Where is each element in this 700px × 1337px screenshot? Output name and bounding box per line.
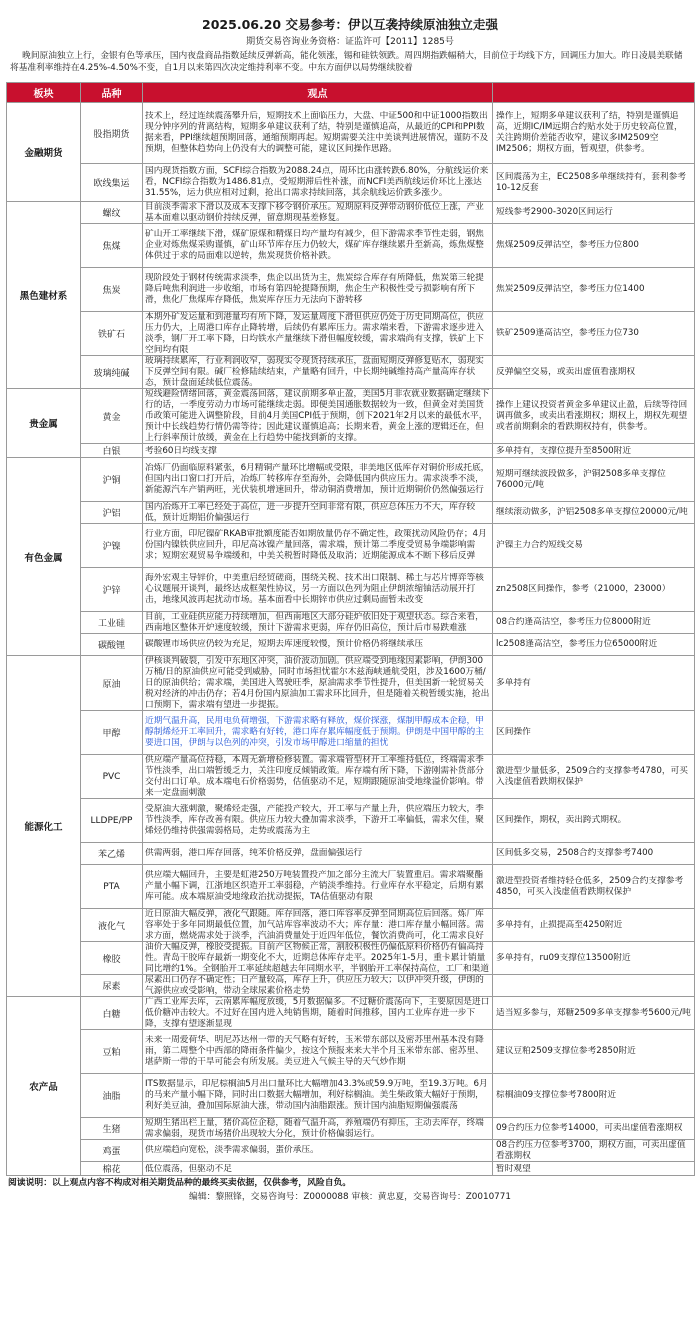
view-text: 行业方面，印尼镍矿RKAB审批额度能否如期放量仍存不确定性，政策扰动风险仍存；4月份国内镍铁供应回升，印尼高冰镍产量回落，需求端，预计第二季度受贸易争端影响需求；短期宏观贸易争端缓和，中美关税暂时降低及取消；近期能源成本不断下移后反弹 [145,529,487,561]
header-strategy [493,83,695,103]
product-cell: 工业硅 [81,612,143,634]
table-row [7,909,695,942]
sector-cell: 贵金属 [7,389,81,458]
view-text: 考验60日均线支撑 [145,445,217,456]
table-row [7,1074,695,1118]
view-cell [143,568,493,612]
strategy-text: 区间操作，期权，卖出跨式期权。 [496,815,627,825]
table-row [7,312,695,356]
view-cell [143,1118,493,1140]
header-product: 品种 [81,83,143,103]
product-cell: 碳酸锂 [81,634,143,656]
license-line: 期货交易咨询业务资格：证监许可【2011】1285号 [246,37,454,47]
view-cell [143,634,493,656]
view-text: 伊核谈判破裂，引发中东地区冲突，油价波动加剧。供应端受到地缘因素影响，伊朗300万桶/日的原油供应可能受到威胁，同时市场担忧霍尔木兹海峡通航受阻，涉及1600万桶/日的原油供给；需求端，美国进入驾驶旺季，原油需求季节性提升，但美国新一轮贸易关税对经济的冲击仍存；若4月份国内原油加工需求环比回升，但是随着关税暂缓实施，抢出口预期下，需求端有望进一步提振。 [145,656,490,710]
strategy-cell [493,224,695,268]
header-sector: 板块 [7,83,81,103]
product-cell: LLDPE/PP [81,799,143,843]
view-text: 尿素出口仍存不确定性；日产量较高，库存上升，供应压力较大；以伊冲突升级，伊朗的气源供应或受影响，带动全球尿素价格走势 [145,975,484,996]
view-cell [143,865,493,909]
view-cell [143,909,493,942]
product-cell: 尿素 [81,975,143,997]
table-row [7,103,695,164]
product-cell: 焦煤 [81,224,143,268]
table-row [7,1162,695,1176]
sector-cell: 金融期货 [7,103,81,202]
product-cell: 沪镍 [81,524,143,568]
view-text: 供应端产量高位持稳，本周无新增检修装置。需求端管型材开工率维持低位，终端需求季节性淡季，出口端暂缓乏力，关注印度反倾销政策。库存端有所下降，下游刚需补货部分交付出口订单。成本端电石价格弱势，估值驱动不足，短期跟随原油受地缘溢价影响。带来一定盘面刺激 [145,755,484,798]
strategy-text: 铁矿2509逢高沽空，参考压力位730 [496,328,639,338]
view-cell [143,444,493,458]
view-cell [143,1030,493,1074]
strategy-text: lc2508逢高沽空，参考压力位65000附近 [496,639,658,649]
strategy-cell [493,568,695,612]
strategy-cell [493,1140,695,1162]
strategy-text: 暂时观望 [496,1163,531,1174]
strategy-text: 继续滚动做多，沪铝2508多单支撑位20000元/吨 [496,507,688,517]
strategy-text: zn2508区间操作，参考（21000，23000） [496,584,671,594]
strategy-cell [493,909,695,942]
strategy-text: 区间震荡为主，EC2508多单继续持有，套利参考10-12反套 [496,171,687,193]
table-row [7,612,695,634]
table-row [7,444,695,458]
strategy-cell [493,103,695,164]
product-cell: 橡胶 [81,942,143,975]
view-cell [143,997,493,1030]
strategy-text: 08合约逢高沽空，参考压力位8000附近 [496,617,651,627]
strategy-cell [493,312,695,356]
strategy-text: 多单持有，止损提高至4250附近 [496,919,623,930]
disclaimer: 阅读说明：以上观点内容不构成对相关期货品种的最终买卖依据，仅供参考，风险自负。 [8,1178,352,1188]
strategy-cell [493,634,695,656]
view-cell [143,164,493,202]
product-cell: 沪铜 [81,458,143,502]
view-text: 近期气温升高，民用电负荷增强，下游需求略有释放，煤价探涨，煤制甲醇成本企稳，甲醇制烯烃开工率回升，需求略有好转，港口库存累库幅度低于预期。伊朗是中国甲醇的主要进口国，伊朗与以色列的冲突，引发市场甲醇进口缩量的担忧 [145,716,484,748]
view-cell [143,268,493,312]
strategy-text: 棕榈油09支撑位参考7800附近 [496,1090,617,1100]
header-view: 观点 [143,83,493,103]
view-text: 技术上，经过连续震荡攀升后，短期技术上面临压力，大盘、中证500和中证1000指数出现分钟序列的背离结构，短期多单建议获利了结，特别是谨慎追高，从最近的CPI和PPI数据来看，PPI继续超预期回落，通缩预期再起。短期需要关注中美谈判进展情况，谨防不及预期，但整体趋势向上仍没有大的调整可能，建议区间操作思路。 [145,111,489,154]
table-row [7,755,695,799]
table-row [7,164,695,202]
strategy-cell [493,268,695,312]
view-text: 短期生猪出栏上量，猪价高位企稳，随着气温升高，养殖端仍有抑压，主动去库存，终端需求偏弱，现货市场猪价出现较大分化，预计价格偏弱运行。 [145,1118,484,1139]
table-row [7,268,695,312]
table-row [7,656,695,711]
view-cell [143,502,493,524]
table-row [7,843,695,865]
view-text: 国内现货指数方面，SCFI综合指数为2088.24点，周环比由涨转跌6.80%，分航线运价来看，NCFI综合指数为1486.81点，受短期滞后性补涨，而NCFI美西航线运价环比上涨达31.55%，运力供应相对过剩，抢出口需求持续回落，其余航线运价跌多涨少。 [145,166,489,198]
view-text: 供应端大幅回升，主要是虹港250万吨装置投产加之部分主流大厂装置重启。需求端聚酯产量小幅下调，江浙地区织造开工率弱稳，产销淡季维持。行业库存水平稳定，后期有累库可能。成本端原油受地缘政治扰动提振，TA估值驱动有限 [145,870,484,902]
editor-line: 编辑：黎照锋，交易咨询号：Z0000088 审核：黄忠夏，交易咨询号：Z0010771 [189,1192,511,1202]
table-row [7,458,695,502]
view-cell [143,356,493,389]
sector-cell: 黑色建材系 [7,202,81,389]
table-header-row [7,83,695,103]
product-cell: 白糖 [81,997,143,1030]
strategy-cell [493,164,695,202]
table-row [7,524,695,568]
view-text: 本期外矿发运量和到港量均有所下降，发运量周度下滑但供应仍处于历史同期高位，供应压力仍大，上周港口库存止降转增，后续仍有累库压力。需求端来看，下游需求逐步进入淡季，钢厂开工率下降，日均铁水产量继续下滑但幅度较缓，需求端尚有支撑，铁矿上下空间均有限 [145,312,484,355]
strategy-text: 沪镍主力合约短线交易 [496,540,583,550]
product-cell: 豆粕 [81,1030,143,1074]
view-text: 国内冶炼开工率已经处于高位，进一步提升空间非常有限，供应总体压力不大，库存较低，预计近期铝价偏强运行 [145,502,476,523]
strategy-text: 区间操作 [496,727,531,737]
strategy-text: 反弹偏空交易，或卖出虚值看涨期权 [496,366,635,377]
view-text: 供需两弱，港口库存回落，纯苯价格反弹，盘面偏强运行 [145,848,363,858]
table-row [7,942,695,975]
view-text: 近日原油大幅反弹，液化气跟随。库存回落，港口库容率反弹至同期高位后回落。炼厂库容率处于多年同期最低位置，加气站库容率波动不大；库存量：港口库存量小幅回落。需求方面，燃烧需求处于淡季，汽油消费量处于近四年低位，餐饮消费尚可，化工需求良好 [145,909,484,941]
sector-cell: 有色金属 [7,458,81,656]
product-cell: 欧线集运 [81,164,143,202]
table-row [7,568,695,612]
view-text: 现阶段处于钢材传统需求淡季，焦企以出货为主，焦炭综合库存有所降低，焦炭第三轮提降后吨焦利润进一步收缩，市场有第四轮提降预期，焦企生产积极性受亏损影响有所下滑，焦化厂焦煤库存降低，焦炭库存压力无法向下游转移 [145,273,484,305]
view-cell [143,711,493,755]
view-text: 供应端趋向宽松，淡季需求偏弱，蛋价承压。 [145,1145,319,1155]
view-cell [143,312,493,356]
strategy-cell [493,1162,695,1176]
table-row [7,975,695,997]
product-cell: 黄金 [81,389,143,444]
strategy-cell [493,389,695,444]
product-cell: 白银 [81,444,143,458]
product-cell: 液化气 [81,909,143,942]
product-cell: 沪锌 [81,568,143,612]
sector-cell: 农产品 [7,997,81,1176]
strategy-cell [493,865,695,909]
view-text: 目前淡季需求下滑以及成本支撑下移令钢价承压。短期原料反弹带动钢价低位上涨，产业基本面难以驱动钢价持续反弹，留意期现基差修复。 [145,202,484,223]
strategy-cell [493,612,695,634]
strategy-cell [493,1118,695,1140]
strategy-text: 操作上，短期多单建议获利了结，特别是谨慎追高，近期IC/IM远期合约贴水处于历史较高位置，关注跨期价差能否收窄，建议多IM2509空IM2506；期权方面，暂观望，供参考。 [496,111,683,154]
strategy-text: 多单持有 [496,677,531,688]
table-row [7,224,695,268]
product-cell: 铁矿石 [81,312,143,356]
reference-table [6,82,695,1176]
view-text: 冶炼厂仍面临原料紧张，6月精铜产量环比增幅或受限，非美地区低库存对铜价形成托底，但国内出口窗口打开后，冶炼厂转移库存至海外，会降低国内供应压力。需求淡季不淡，新能源汽车产销两旺，光伏装机增速回升，带动铜消费增加，预计近期铜价仍然偏强运行 [145,463,490,495]
view-text: 矿山开工率继续下滑，煤矿原煤和精煤日均产量均有减少，但下游需求季节性走弱，钢焦企业对炼焦煤采购谨慎，矿山环节库存压力仍较大，煤矿库存继续累升至新高，炼焦煤整体供过于求的局面难以逆转，焦炭现货价格补跌。 [145,229,484,261]
view-text: ITS数据显示，印尼棕榈油5月出口量环比大幅增加43.3%或59.9万吨，至19.3万吨。6月的马来产量小幅下降，同时出口数据大幅增加，利好棕榈油。美生柴政策大幅好于预期，利好美豆油，叠加国际原油大涨，带动国内油脂跟涨。预计国内油脂短期偏强震荡 [145,1079,488,1111]
strategy-text: 适当短多参与，郑糖2509多单支撑参考5600元/吨 [496,1007,691,1018]
strategy-text: 08合约压力位参考3700，期权方面，可卖出虚值看涨期权 [496,1140,686,1161]
strategy-text: 激进型投资者维持轻仓低多，2509合约支撑参考4850，可买入浅虚值看跌期权保护 [496,875,684,897]
view-cell [143,202,493,224]
strategy-cell [493,975,695,997]
view-text: 短线避险情绪回落，黄金震荡回落，建议前期多单止盈，美国5月非农就业数据确定继续下行的话，一季度劳动力市场可能继续走弱。即便美国通胀数据较为一致，但黄金对美国货币政策可能进入调整阶段，目前4月美国CPI低于预期，创下2021年2月以来的最低水平，预计中长线趋势行情仍需等待；因此建议谨慎追高；长期来看，黄金上涨的逻辑还在，但上行斜率预计放缓，黄金在上行趋势中能找到新的支撑。 [145,389,490,443]
product-cell: 油脂 [81,1074,143,1118]
view-cell [143,524,493,568]
strategy-text: 多单持有，支撑位提升至8500附近 [496,445,632,456]
view-cell [143,975,493,997]
table-row [7,799,695,843]
table-body [7,103,695,1176]
view-cell [143,458,493,502]
strategy-text: 短期可继续波段做多，沪铜2508多单支撑位76000元/吨 [496,468,666,490]
view-cell [143,612,493,634]
table-row [7,356,695,389]
table-row [7,997,695,1030]
product-cell: 焦炭 [81,268,143,312]
view-text: 碳酸锂市场供应仍较为充足，短期去库速度较慢，预计价格仍将继续承压 [145,639,423,649]
strategy-cell [493,356,695,389]
view-text: 未来一周爱荷华、明尼苏达州一带的天气略有好转，玉米带东部以及密苏里州基本没有降雨，第二周整个中西部的降雨条件偏少，按这个预报来来大半个月玉米带东部、密苏里、堪萨斯一带的干旱可能会有所发展。美豆进入气候主导的天气炒作期 [145,1035,484,1067]
product-cell: 玻璃纯碱 [81,356,143,389]
strategy-cell [493,711,695,755]
strategy-text: 激进型少量低多，2509合约支撑参考4780，可买入浅虚值看跌期权保护 [496,765,688,787]
product-cell: 原油 [81,656,143,711]
view-cell [143,103,493,164]
table-row [7,202,695,224]
product-cell: 螺纹 [81,202,143,224]
strategy-cell [493,502,695,524]
strategy-text: 09合约压力位参考14000，可卖出虚值看涨期权 [496,1123,683,1133]
view-text: 海外宏观主导锌价，中美重启经贸磋商，围绕关税、技术出口限制、稀土与芯片博弈等核心议题展开谈判，最终达成框架性协议，另一方面以色列为阻止伊朗浓缩铀活动展开打击，地缘风波再起扰动市场。基本面看中长期锌市供应过剩局面暂未改变 [145,573,484,605]
view-cell [143,1140,493,1162]
table-row [7,1030,695,1074]
product-cell: 鸡蛋 [81,1140,143,1162]
strategy-cell [493,1030,695,1074]
strategy-text: 短线参考2900-3020区间运行 [496,207,613,217]
strategy-text: 焦煤2509反弹沽空，参考压力位800 [496,240,639,250]
view-text: 低位震荡，但驱动不足 [145,1163,232,1174]
table-row [7,634,695,656]
table-row [7,389,695,444]
product-cell: 苯乙烯 [81,843,143,865]
product-cell: PTA [81,865,143,909]
product-cell: 棉花 [81,1162,143,1176]
strategy-cell [493,524,695,568]
product-cell: PVC [81,755,143,799]
table-row [7,1118,695,1140]
strategy-cell [493,656,695,711]
table-row [7,711,695,755]
strategy-cell [493,458,695,502]
view-cell [143,942,493,975]
view-cell [143,1074,493,1118]
view-text: 目前，工业硅供应能力持续增加，但西南地区大部分硅炉依旧处于观望状态。综合来看，西南地区整体开炉速度较缓，预计下游需求更弱，库存仍旧高位，预计后市易跌难涨 [145,612,484,633]
strategy-cell [493,843,695,865]
sector-cell: 能源化工 [7,656,81,997]
report-title: 2025.06.20 交易参考：伊以互袭持续原油独立走强 [202,17,498,32]
strategy-text: 焦炭2509反弹沽空，参考压力位1400 [496,284,645,294]
view-cell [143,389,493,444]
strategy-cell [493,997,695,1030]
product-cell: 股指期货 [81,103,143,164]
strategy-text: 建议豆粕2509支撑位参考2850附近 [496,1046,636,1056]
product-cell: 沪铝 [81,502,143,524]
product-cell: 甲醇 [81,711,143,755]
view-cell [143,656,493,711]
strategy-text: 操作上建议投资者黄金多单建议止盈，后续等待回调再做多，或卖出看涨期权；期权上，期权先观望或者前期剩余的看跌期权持有，供参考。 [496,399,688,432]
table-row [7,865,695,909]
strategy-cell [493,799,695,843]
strategy-cell [493,444,695,458]
strategy-cell [493,1074,695,1118]
strategy-cell [493,755,695,799]
view-cell [143,755,493,799]
market-summary: 晚间原油独立上行，金银有色等承压，国内夜盘商品指数延续反弹新高，能化领涨，锡和硅铁领跌。周四期指跌幅稍大，目前位于均线下方，回调压力加大。昨日凌晨美联储将基准利率维持在4.25%-4.50%不变，自1月以来第四次决定维持利率不变。中东方面伊以局势继续胶着 [10,51,683,73]
view-cell [143,843,493,865]
product-cell: 生猪 [81,1118,143,1140]
strategy-text: 多单持有，ru09支撑位13500附近 [496,952,631,963]
strategy-text: 区间低多交易，2508合约支撑参考7400 [496,848,654,858]
strategy-cell [493,942,695,975]
view-text: 玻璃持续累库，行业利润收窄，弱现实令现货持续承压，盘面短期反弹修复贴水，弱现实下反弹空间有限。碱厂检修陆续结束，产量略有回升，中长期纯碱维持高产量高库存状态，预计盘面延续低位震荡。 [145,356,484,388]
view-text: 广西工业库去库，云南累库幅度放缓，5月数据偏多。不过糖价震荡向下，主要原因是进口低价糖冲击较大。不过好在国内进入纯销售期，随着时间推移，国内工业库存进一步下降，支撑有望逐渐显现 [145,997,490,1029]
strategy-cell [493,202,695,224]
view-text: 受原油大涨刺激，聚烯烃走强，产能投产较大，开工率与产量上升，供应端压力较大，季节性淡季，库存改善有限。供应压力较大叠加需求淡季，下游开工率偏低，需求欠佳，聚烯烃仍维持供强需弱格局，走势或震荡为主 [145,804,484,836]
view-cell [143,224,493,268]
view-cell [143,799,493,843]
view-cell [143,1162,493,1176]
view-text: 油价大幅反弹，橡胶受提振。目前产区物候正常，割胶积极性仍偏低原料价格仍有偏高持性。青岛干胶库存最新一期变化不大，近期总体库存走平。2025年1-5月，重卡累计销量同比增约1%。全钢胎开工率延续超越去年同期水平，半钢胎开工率保持高位，工厂和渠道 [145,942,489,974]
table-row [7,502,695,524]
table-row [7,1140,695,1162]
